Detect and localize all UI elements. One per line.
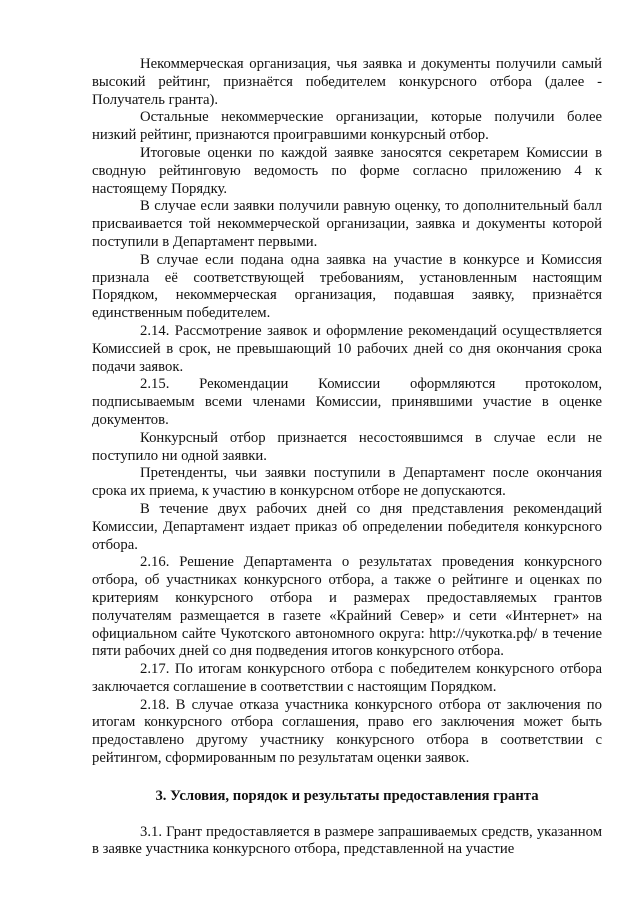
paragraph-failed-selection: Конкурсный отбор признается несостоявшимся в случае если не поступило ни одной заявки. [92, 429, 602, 464]
paragraph-order-issue: В течение двух рабочих дней со дня представления рекомендаций Комиссии, Департамент издает приказ об определении победителя конкурсного отбора. [92, 500, 602, 553]
paragraph-late-applicants: Претенденты, чьи заявки поступили в Департамент после окончания срока их приема, к участию в конкурсном отборе не допускаются. [92, 465, 602, 500]
paragraph-final-scores: Итоговые оценки по каждой заявке заносятся секретарем Комиссии в сводную рейтинговую ведомость по форме согласно приложению 4 к настоящему Порядку. [92, 144, 602, 197]
paragraph-2-18: 2.18. В случае отказа участника конкурсного отбора от заключения по итогам конкурсного отбора соглашения, право его заключения может быть предоставлено другому участнику конкурсного отбора в соответствии с рейтингом, сформированным по результатам оценки заявок. [92, 696, 602, 767]
paragraph-2-16: 2.16. Решение Департамента о результатах проведения конкурсного отбора, об участниках конкурсного отбора, а также о рейтинге и оценках по критериям конкурсного отбора и размерах предоставляемых грантов получателям размещается в газете «Крайний Север» и сети «Интернет» на официальном сайте Чукотского автономного округа: http://чукотка.рф/ в течение пяти рабочих дней со дня подведения итогов конкурсного отбора. [92, 554, 602, 660]
section-heading: 3. Условия, порядок и результаты предоставления гранта [155, 787, 539, 804]
paragraph-3-1: 3.1. Грант предоставляется в размере запрашиваемых средств, указанном в заявке участника конкурсного отбора, представленной на участие [92, 823, 602, 858]
paragraph-losers: Остальные некоммерческие организации, которые получили более низкий рейтинг, признаются проигравшими конкурсный отбор. [92, 109, 602, 144]
paragraph-equal-score: В случае если заявки получили равную оценку, то дополнительный балл присваивается той некоммерческой организации, заявка и документы которой поступили в Департамент первыми. [92, 198, 602, 250]
paragraph-2-17: 2.17. По итогам конкурсного отбора с победителем конкурсного отбора заключается соглашение в соответствии с настоящим Порядком. [92, 661, 602, 695]
paragraph-2-15: 2.15. Рекомендации Комиссии оформляются протоколом, подписываемым всеми членами Комиссии, принявшими участие в оценке документов. [92, 376, 602, 428]
paragraph-2-14: 2.14. Рассмотрение заявок и оформление рекомендаций осуществляется Комиссией в срок, не превышающий 10 рабочих дней со дня окончания срока подачи заявок. [92, 322, 602, 375]
paragraph-single-application: В случае если подана одна заявка на участие в конкурсе и Комиссия признала её соответствующей требованиям, установленным настоящим Порядком, некоммерческая организация, подавшая заявку, признаётся единственным победителем. [92, 251, 602, 322]
paragraph-winner: Некоммерческая организация, чья заявка и документы получили самый высокий рейтинг, признаётся победителем конкурсного отбора (далее - Получатель гранта). [92, 56, 602, 108]
